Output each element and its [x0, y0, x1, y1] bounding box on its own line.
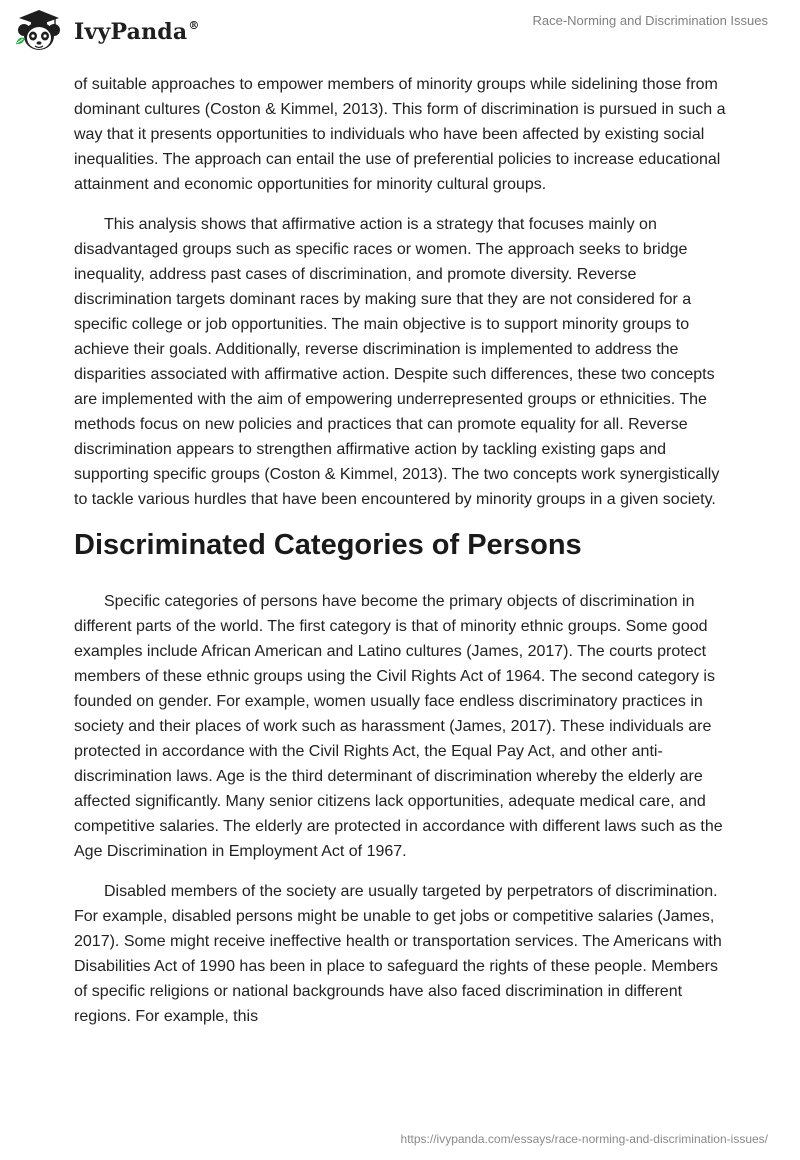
panda-graduation-cap-icon — [14, 8, 68, 54]
paragraph: This analysis shows that affirmative action is a strategy that focuses mainly on disadvantaged groups such as specific races or women. The approach seeks to bridge inequality, address past cases of discrimination, and promote diversity. Reverse discrimination targets dominant races by making sure that they are not considered for a specific college or job opportunities. The main objective is to support minority groups to achieve their goals. Additionally, reverse discrimination is implemented to address the disparities associated with affirmative action. Despite such differences, these two concepts are implemented with the aim of empowering underrepresented groups or ethnicities. The methods focus on new policies and practices that can promote equality for all. Reverse discrimination appears to strengthen affirmative action by tackling existing gaps and supporting specific groups (Coston & Kimmel, 2013). The two concepts work synergistically to tackle various hurdles that have been encountered by minority groups in a given society. — [74, 216, 720, 508]
brand-logo[interactable] — [14, 8, 200, 54]
page-header — [0, 0, 800, 70]
brand-name — [74, 19, 200, 45]
brand-wordmark: IvyPanda — [74, 19, 188, 45]
paragraph: Specific categories of persons have become the primary objects of discrimination in different parts of the world. The first category is that of minority ethnic groups. Some good examples include African American and Latino cultures (James, 2017). The courts protect members of these ethnic groups using the Civil Rights Act of 1964. The second category is founded on gender. For example, women usually face endless discriminatory practices in society and their places of work such as harassment (James, 2017). These individuals are protected in accordance with the Civil Rights Act, the Equal Pay Act, and other anti-discrimination laws. Age is the third determinant of discrimination whereby the elderly are affected significantly. Many senior citizens lack opportunities, adequate medical care, and competitive salaries. The elderly are protected in accordance with different laws such as the Age Discrimination in Employment Act of 1967. — [74, 593, 723, 860]
paragraph: of suitable approaches to empower members of minority groups while sidelining those from dominant cultures (Coston & Kimmel, 2013). This form of discrimination is pursued in such a way that it presents opportunities to individuals who have been affected by existing social inequalities. The approach can entail the use of preferential policies to increase educational attainment and economic opportunities for minority cultural groups. — [74, 76, 726, 193]
source-url[interactable]: https://ivypanda.com/essays/race-norming-and-discrimination-issues/ — [400, 1132, 768, 1146]
paragraph: Disabled members of the society are usually targeted by perpetrators of discrimination. For example, disabled persons might be unable to get jobs or competitive salaries (James, 2017). Some might receive ineffective health or transportation services. The Americans with Disabilities Act of 1990 has been in place to safeguard the rights of these people. Members of specific religions or national backgrounds have also faced discrimination in different regions. For example, this — [74, 883, 722, 1025]
section-heading: Discriminated Categories of Persons — [74, 529, 582, 561]
document-title: Race-Norming and Discrimination Issues — [532, 13, 768, 28]
brand-registered-mark: ® — [188, 18, 200, 32]
essay-body — [74, 72, 734, 1044]
